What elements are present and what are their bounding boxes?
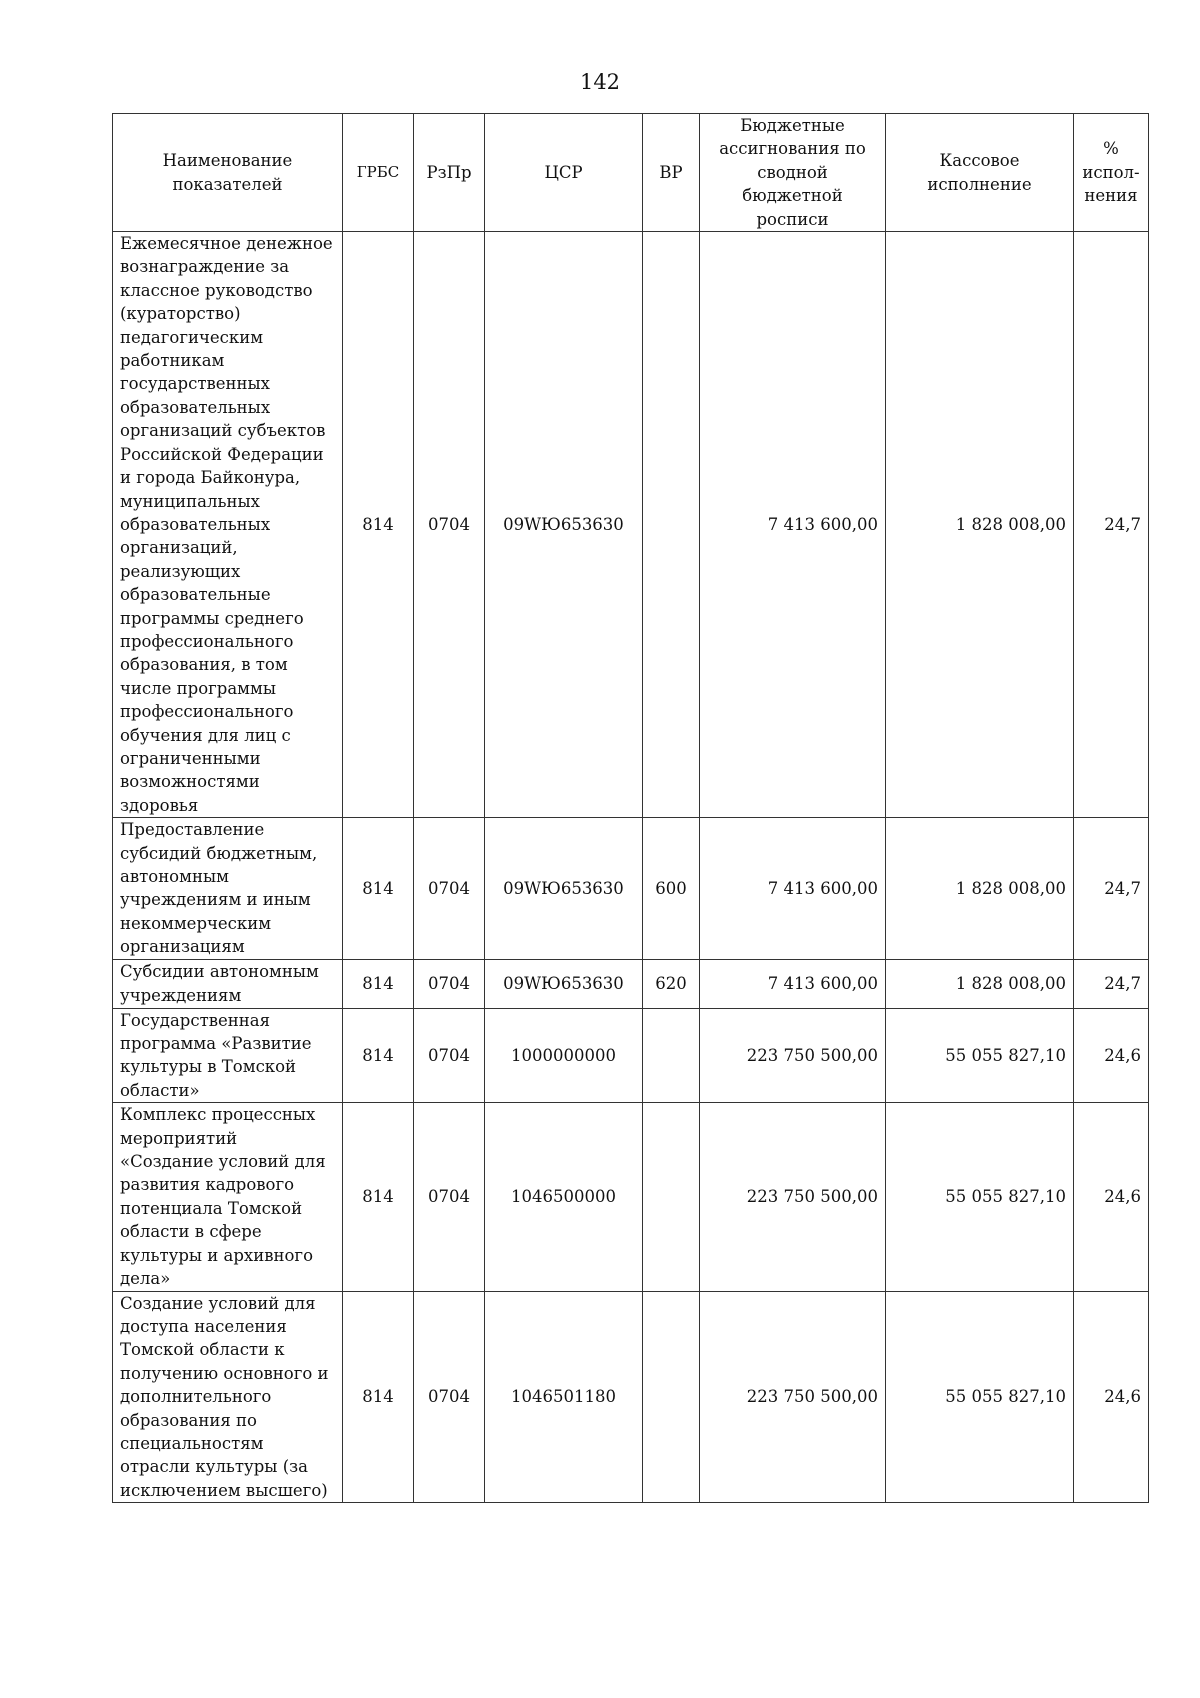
- row-name: Государственная программа «Развитие культуры в Томской области»: [113, 1008, 343, 1103]
- row-rzpr: 0704: [414, 1103, 485, 1291]
- row-budget: 7 413 600,00: [700, 232, 886, 818]
- row-grbs: 814: [343, 818, 414, 959]
- header-cash: Кассовое исполнение: [886, 114, 1074, 232]
- row-vr: 620: [643, 959, 700, 1008]
- row-percent: 24,6: [1074, 1008, 1149, 1103]
- row-budget: 7 413 600,00: [700, 818, 886, 959]
- row-name: Комплекс процессных мероприятий «Создание условий для развития кадрового потенциала Томской области в сфере культуры и архивного дела»: [113, 1103, 343, 1291]
- budget-execution-table: [112, 113, 1149, 1503]
- row-percent: 24,7: [1074, 959, 1149, 1008]
- table-row: [113, 232, 1149, 818]
- row-percent: 24,6: [1074, 1103, 1149, 1291]
- header-vr: ВР: [643, 114, 700, 232]
- page-number: 142: [579, 70, 621, 94]
- row-name: Предоставление субсидий бюджетным, автономным учреждениям и иным некоммерческим организациям: [113, 818, 343, 959]
- table-row: [113, 1008, 1149, 1103]
- row-budget: 7 413 600,00: [700, 959, 886, 1008]
- row-vr: [643, 1103, 700, 1291]
- row-csr: 1000000000: [485, 1008, 643, 1103]
- header-grbs: ГРБС: [343, 114, 414, 232]
- row-rzpr: 0704: [414, 1291, 485, 1503]
- row-grbs: 814: [343, 959, 414, 1008]
- row-budget: 223 750 500,00: [700, 1008, 886, 1103]
- row-cash: 55 055 827,10: [886, 1103, 1074, 1291]
- row-csr: 1046500000: [485, 1103, 643, 1291]
- table-row: [113, 1291, 1149, 1503]
- row-grbs: 814: [343, 232, 414, 818]
- row-grbs: 814: [343, 1008, 414, 1103]
- row-rzpr: 0704: [414, 959, 485, 1008]
- row-name: Субсидии автономным учреждениям: [113, 959, 343, 1008]
- header-csr: ЦСР: [485, 114, 643, 232]
- row-csr: 09WЮ653630: [485, 818, 643, 959]
- row-cash: 1 828 008,00: [886, 232, 1074, 818]
- row-percent: 24,6: [1074, 1291, 1149, 1503]
- table-row: [113, 818, 1149, 959]
- row-budget: 223 750 500,00: [700, 1291, 886, 1503]
- row-cash: 55 055 827,10: [886, 1008, 1074, 1103]
- header-percent: % испол-нения: [1074, 114, 1149, 232]
- row-rzpr: 0704: [414, 1008, 485, 1103]
- row-percent: 24,7: [1074, 232, 1149, 818]
- row-vr: 600: [643, 818, 700, 959]
- header-name: Наименование показателей: [113, 114, 343, 232]
- row-csr: 09WЮ653630: [485, 232, 643, 818]
- row-csr: 1046501180: [485, 1291, 643, 1503]
- row-name: Создание условий для доступа населения Томской области к получению основного и дополнительного образования по специальностям отрасли культуры (за исключением высшего): [113, 1291, 343, 1503]
- row-vr: [643, 1291, 700, 1503]
- row-cash: 55 055 827,10: [886, 1291, 1074, 1503]
- row-csr: 09WЮ653630: [485, 959, 643, 1008]
- row-rzpr: 0704: [414, 818, 485, 959]
- table-row: [113, 959, 1149, 1008]
- header-rzpr: РзПр: [414, 114, 485, 232]
- row-cash: 1 828 008,00: [886, 818, 1074, 959]
- row-rzpr: 0704: [414, 232, 485, 818]
- row-budget: 223 750 500,00: [700, 1103, 886, 1291]
- row-vr: [643, 232, 700, 818]
- table-header-row: [113, 114, 1149, 232]
- row-percent: 24,7: [1074, 818, 1149, 959]
- row-grbs: 814: [343, 1291, 414, 1503]
- table-row: [113, 1103, 1149, 1291]
- row-name: Ежемесячное денежное вознаграждение за классное руководство (кураторство) педагогическим работникам государственных образовательных организаций субъектов Российской Федерации и города Байконура, муниципальных образовательных организаций, реализующих образовательные программы среднего профессионального образования, в том числе программы профессионального обучения для лиц с ограниченными возможностями здоровья: [113, 232, 343, 818]
- row-cash: 1 828 008,00: [886, 959, 1074, 1008]
- row-vr: [643, 1008, 700, 1103]
- header-budget: Бюджетные ассигнования по сводной бюджетной росписи: [700, 114, 886, 232]
- row-grbs: 814: [343, 1103, 414, 1291]
